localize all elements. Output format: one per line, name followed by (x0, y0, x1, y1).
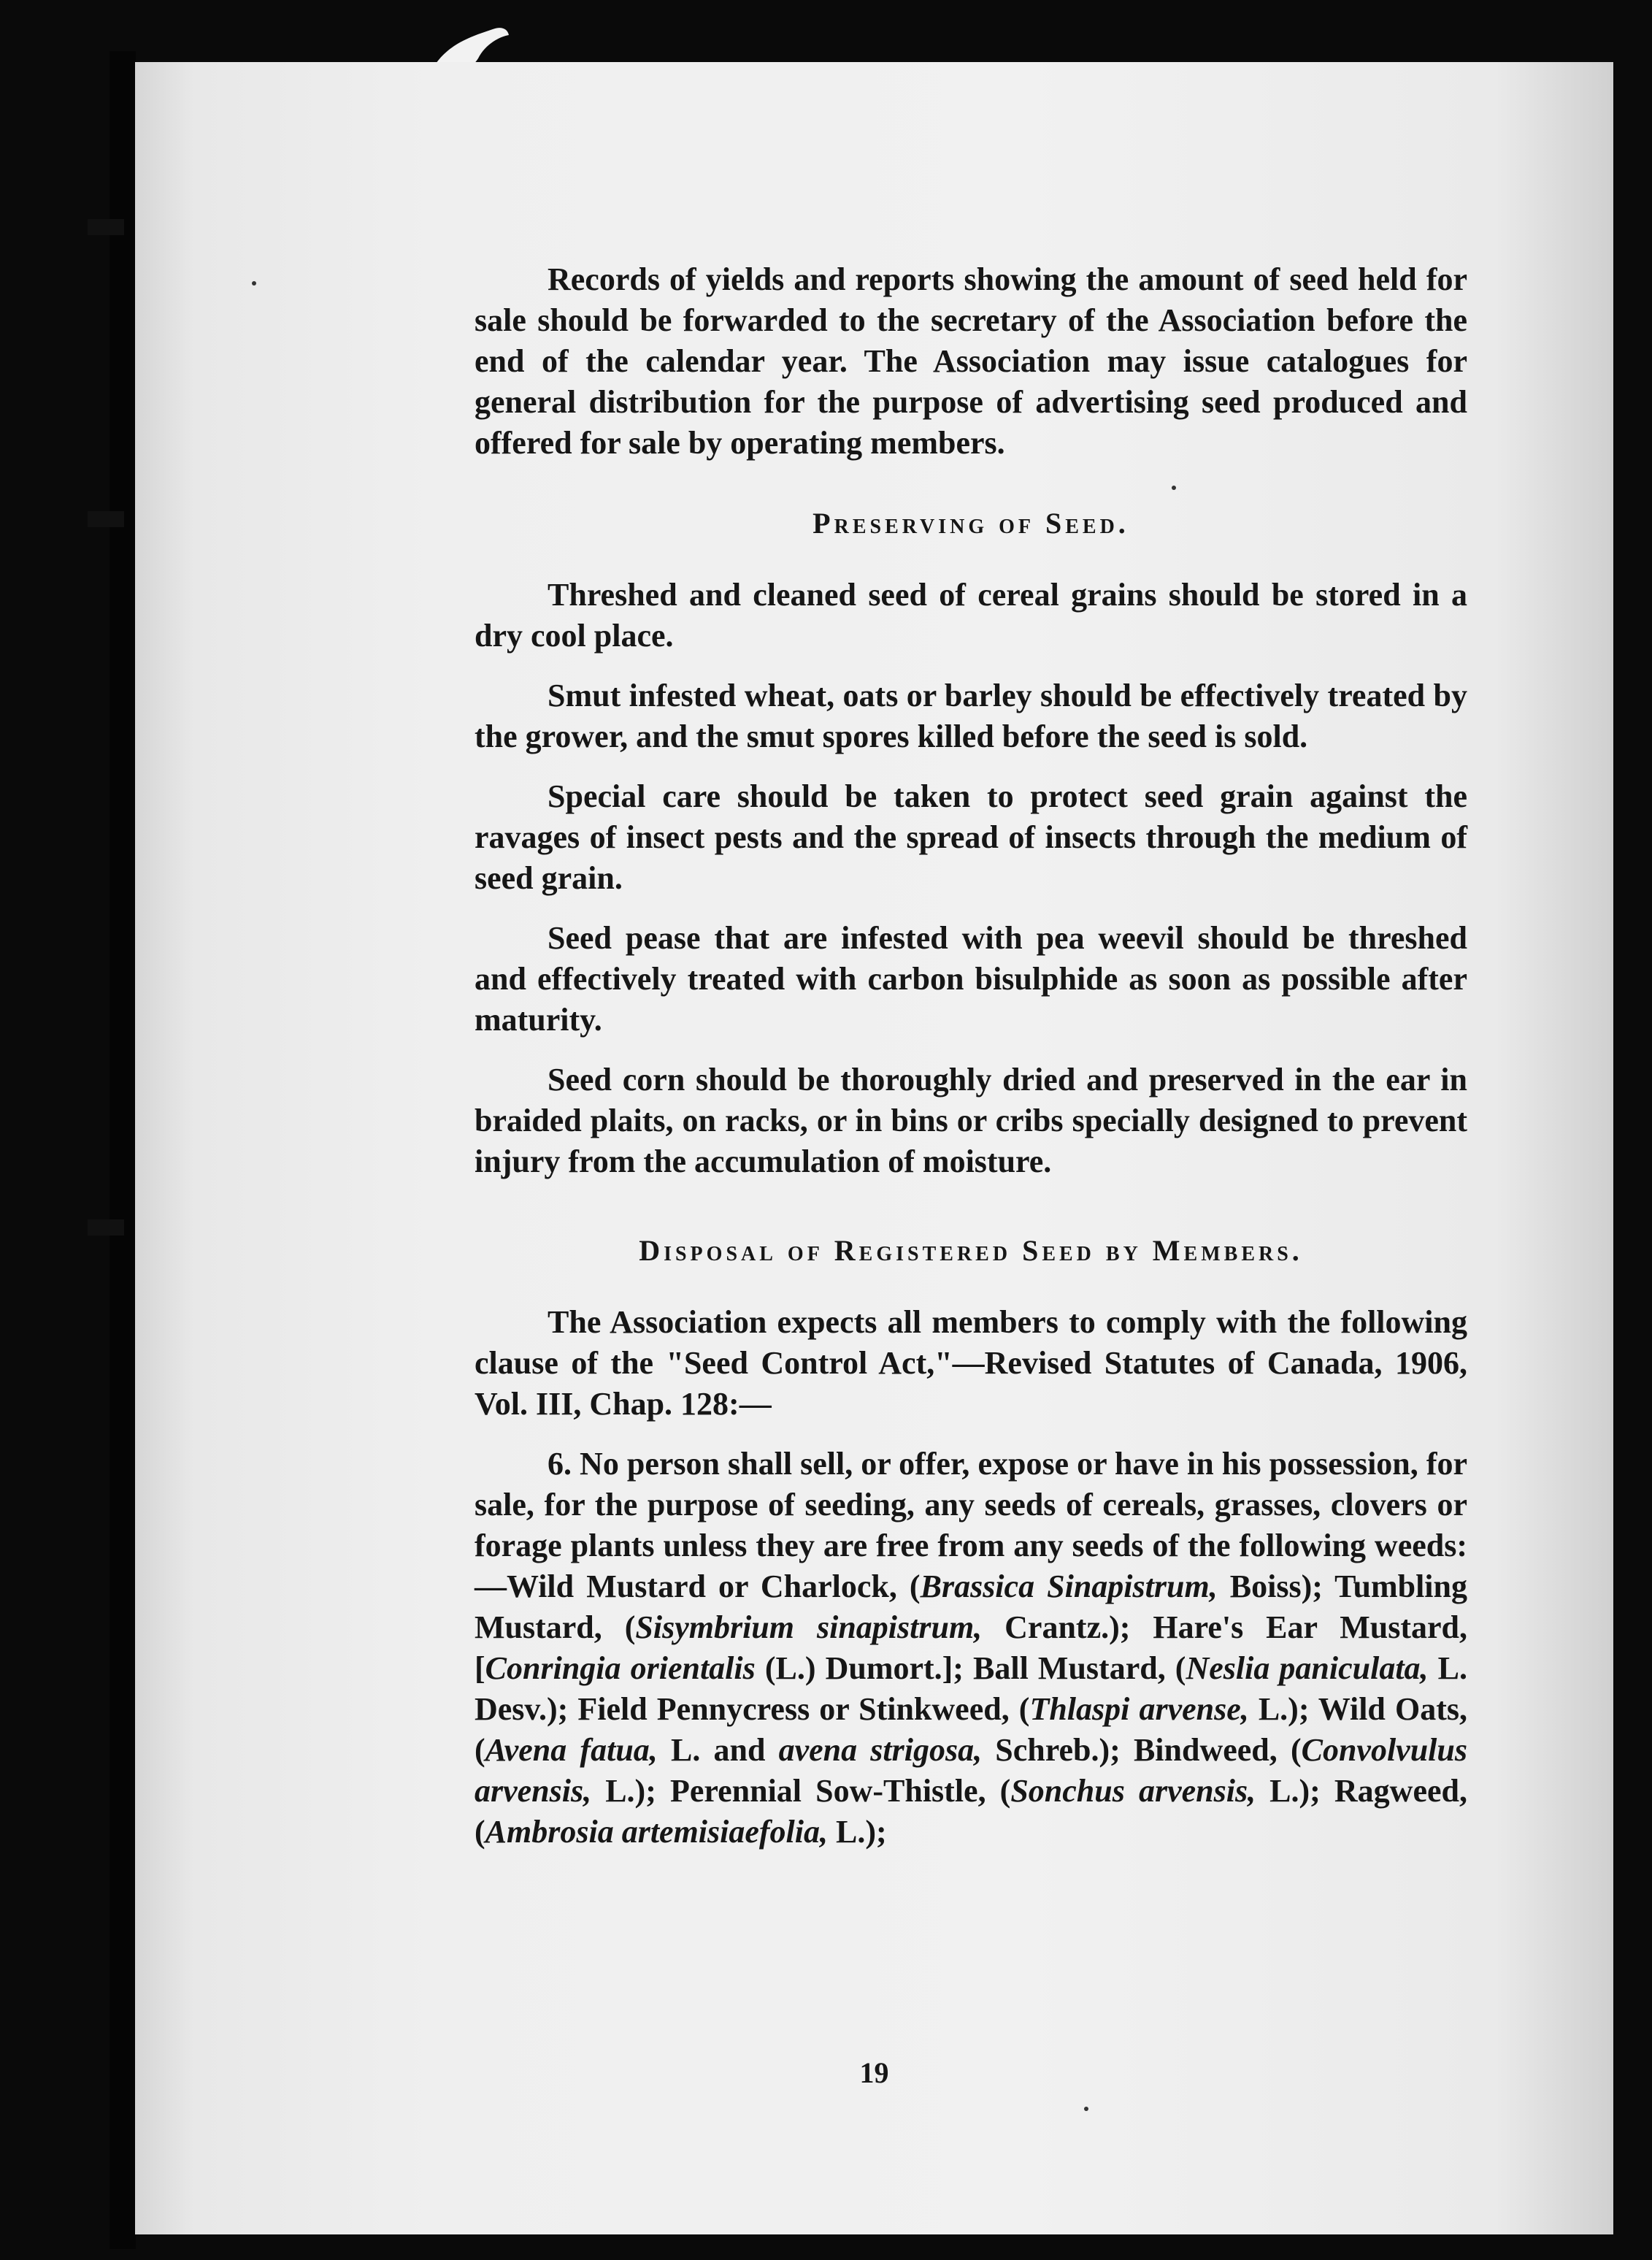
clause-text: L.); Ragweed, ( (475, 1773, 1467, 1850)
clause-text: Crantz.); Hare's Ear Mustard, [ (475, 1609, 1467, 1686)
clause-text: L.); Perennial Sow-Thistle, ( (591, 1773, 1011, 1809)
clause-text: 6. No person shall sell, or offer, expose or have in his possession, for sale, for the purpose of seeding, any seeds of cereals, grasses, clovers or forage plants unless they are free from any seeds of the following weeds:—Wild Mustard or Charlock, ( (475, 1446, 1467, 1604)
paragraph-smut: Smut infested wheat, oats or barley should be effectively treated by the grower, and the smut spores killed before the seed is sold. (475, 678, 1467, 754)
paragraph-records: Records of yields and reports showing the amount of seed held for sale should be forwarded to the secretary of the Association before the end of the calendar year. The Association may issue catalogues for general distribution for the purpose of advertising seed produced and offered for sale by operating members. (475, 261, 1467, 461)
binding-mark (88, 1219, 124, 1236)
paper-speck (252, 281, 256, 286)
heading-disposal-of-registered-seed: Disposal of Registered Seed by Members. (639, 1234, 1303, 1267)
species-name: Conringia orientalis (485, 1650, 756, 1686)
paragraph-seed-corn: Seed corn should be thoroughly dried and preserved in the ear in braided plaits, on racks, or in bins or cribs specially designed to prevent injury from the accumulation of moisture. (475, 1062, 1467, 1179)
paragraph-clause-6 (475, 1444, 1467, 1853)
paragraph-threshed-seed: Threshed and cleaned seed of cereal grains should be stored in a dry cool place. (475, 577, 1467, 654)
species-name: Ambrosia artemisiaefolia, (485, 1814, 829, 1850)
clause-text: L.); (828, 1814, 887, 1850)
species-name: Thlaspi arvense, (1029, 1691, 1249, 1727)
species-name: Neslia paniculata, (1186, 1650, 1429, 1686)
heading-preserving-of-seed: Preserving of Seed. (812, 507, 1129, 540)
species-name: Sisymbrium sinapistrum, (635, 1609, 983, 1645)
clause-text: (L.) Dumort.]; Ball Mustard, ( (755, 1650, 1186, 1686)
binding-mark (88, 511, 124, 527)
paragraph-special-care: Special care should be taken to protect seed grain against the ravages of insect pests and the spread of insects through the medium of seed grain. (475, 778, 1467, 896)
clause-text: Boiss); Tumbling Mustard, ( (475, 1568, 1468, 1645)
binding-mark (88, 219, 124, 235)
paper-speck (1084, 2107, 1088, 2111)
clause-text: L. Desv.); Field Pennycress or Stinkweed, ( (475, 1650, 1467, 1727)
binding-edge (110, 51, 136, 2249)
paragraph-seed-pease: Seed pease that are infested with pea weevil should be threshed and effectively treated with carbon bisulphide as soon as possible after maturity. (475, 920, 1467, 1038)
species-name: Convolvulus arvensis, (475, 1732, 1467, 1809)
clause-text: L.); Wild Oats, ( (475, 1691, 1467, 1768)
book-page (135, 62, 1613, 2234)
page-number: 19 (859, 2056, 889, 2089)
page-body (475, 259, 1467, 1872)
species-name: Brassica Sinapistrum, (920, 1568, 1218, 1604)
clause-text: L. and (657, 1732, 779, 1768)
paragraph-association-expects: The Association expects all members to comply with the following clause of the "Seed Control Act,"—Revised Statutes of Canada, 1906, Vol. III, Chap. 128:— (475, 1304, 1467, 1422)
species-name: Avena fatua, (485, 1732, 658, 1768)
species-name: Sonchus arvensis, (1010, 1773, 1256, 1809)
clause-text: Schreb.); Bindweed, ( (982, 1732, 1302, 1768)
species-name: avena strigosa, (778, 1732, 983, 1768)
